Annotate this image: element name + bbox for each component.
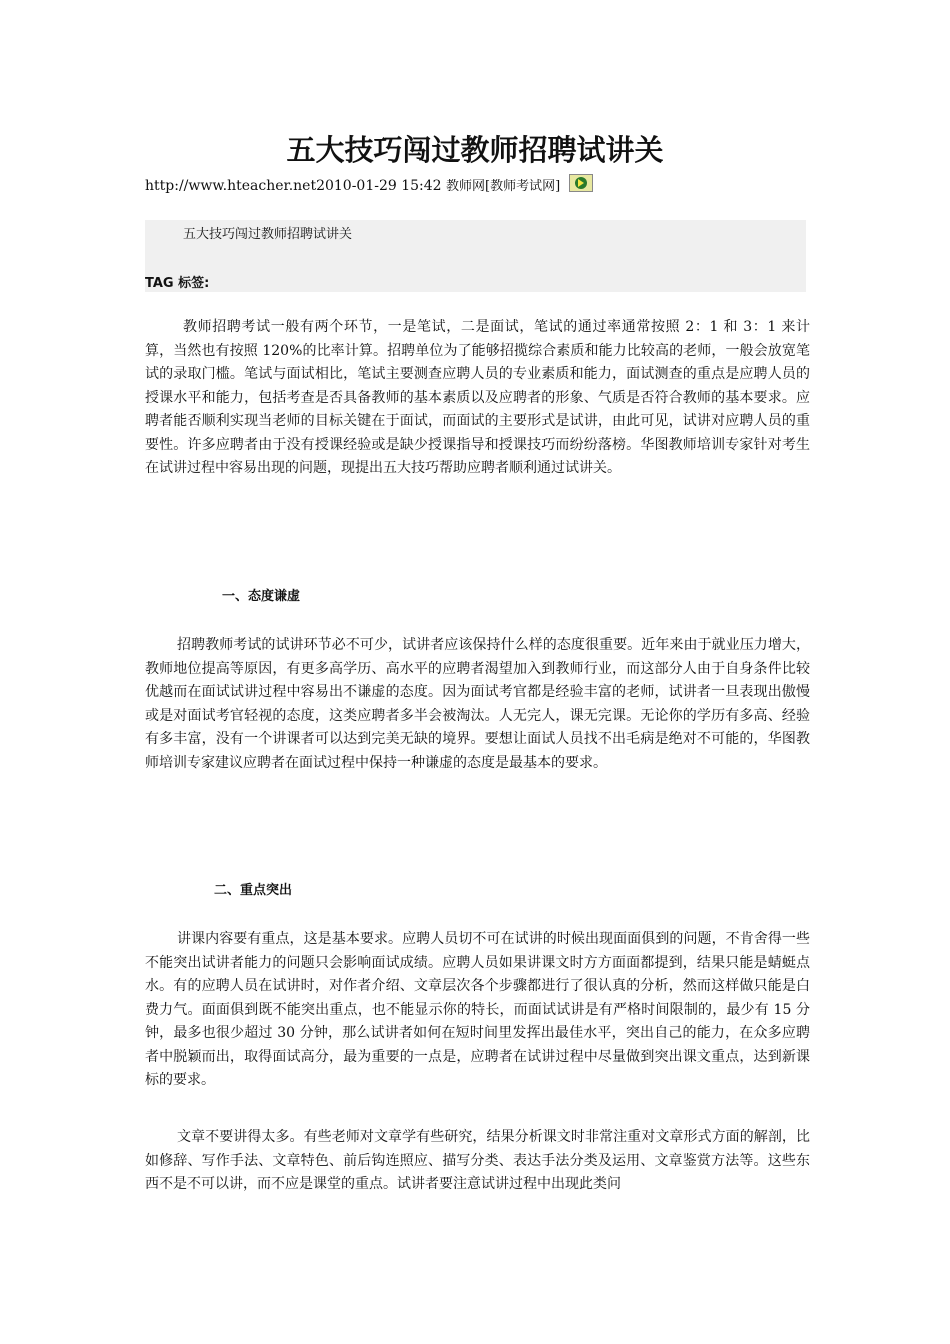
forward-icon[interactable] — [569, 174, 593, 192]
section1-heading: 一、态度谦虚 — [222, 589, 301, 604]
article-meta — [145, 174, 593, 197]
section1-paragraph: 招聘教师考试的试讲环节必不可少，试讲者应该保持什么样的态度很重要。近年来由于就业压力增大，教师地位提高等原因，有更多高学历、高水平的应聘者渴望加入到教师行业，而这部分人由于自身条件比较优越而在面试试讲过程中容易出不谦虚的态度。因为面试考官都是经验丰富的老师，试讲者一旦表现出傲慢或是对面试考官轻视的态度，这类应聘者多半会被淘汰。人无完人，课无完课。无论你的学历有多高、经验有多丰富，没有一个讲课者可以达到完美无缺的境界。要想让面试人员找不出毛病是绝对不可能的，华图教师培训专家建议应聘者在面试过程中保持一种谦虚的态度是最基本的要求。 — [145, 637, 810, 771]
summary-subtitle: 五大技巧闯过教师招聘试讲关 — [183, 227, 353, 242]
article-title: 五大技巧闯过教师招聘试讲关 — [286, 133, 664, 167]
section2-paragraph-2: 文章不要讲得太多。有些老师对文章学有些研究，结果分析课文时非常注重对文章形式方面的解剖，比如修辞、写作手法、文章特色、前后钩连照应、描写分类、表达手法分类及运用、文章鉴赏方法等。这些东西不是不可以讲，而不应是课堂的重点。试讲者要注意试讲过程中出现此类问 — [145, 1129, 810, 1192]
intro-paragraph: 教师招聘考试一般有两个环节，一是笔试，二是面试，笔试的通过率通常按照 2：1 和 3：1 来计算，当然也有按照 120%的比率计算。招聘单位为了能够招揽综合素质和能力比较高的老师，一般会放宽笔试的录取门槛。笔试与面试相比，笔试主要测查应聘人员的专业素质和能力，面试测查的重点是应聘人员的授课水平和能力，包括考查是否具备教师的基本素质以及应聘者的形象、气质是否符合教师的基本要求。应聘者能否顺利实现当老师的目标关键在于面试，而面试的主要形式是试讲，由此可见，试讲对应聘人员的重要性。许多应聘者由于没有授课经验或是缺少授课指导和授课技巧而纷纷落榜。华图教师培训专家针对考生在试讲过程中容易出现的问题，现提出五大技巧帮助应聘者顺利通过试讲关。 — [145, 319, 810, 476]
meta-url-date: http://www.hteacher.net2010-01-29 15:42 — [145, 178, 442, 194]
section2-paragraph-1: 讲课内容要有重点，这是基本要求。应聘人员切不可在试讲的时候出现面面俱到的问题，不肯舍得一些不能突出试讲者能力的问题只会影响面试成绩。应聘人员如果讲课文时方方面面都提到，结果只能是蜻蜓点水。有的应聘人员在试讲时，对作者介绍、文章层次各个步骤都进行了很认真的分析，然而这样做只能是白费力气。面面俱到既不能突出重点，也不能显示你的特长，而面试试讲是有严格时间限制的，最少有 15 分钟，最多也很少超过 30 分钟，那么试讲者如何在短时间里发挥出最佳水平，突出自己的能力，在众多应聘者中脱颖而出，取得面试高分，最为重要的一点是，应聘者在试讲过程中尽量做到突出课文重点，达到新课标的要求。 — [145, 931, 810, 1088]
meta-source: 教师网[教师考试网] — [446, 179, 561, 194]
summary-box — [145, 220, 806, 292]
section2-heading: 二、重点突出 — [214, 883, 293, 898]
tag-label: TAG 标签: — [145, 276, 210, 291]
